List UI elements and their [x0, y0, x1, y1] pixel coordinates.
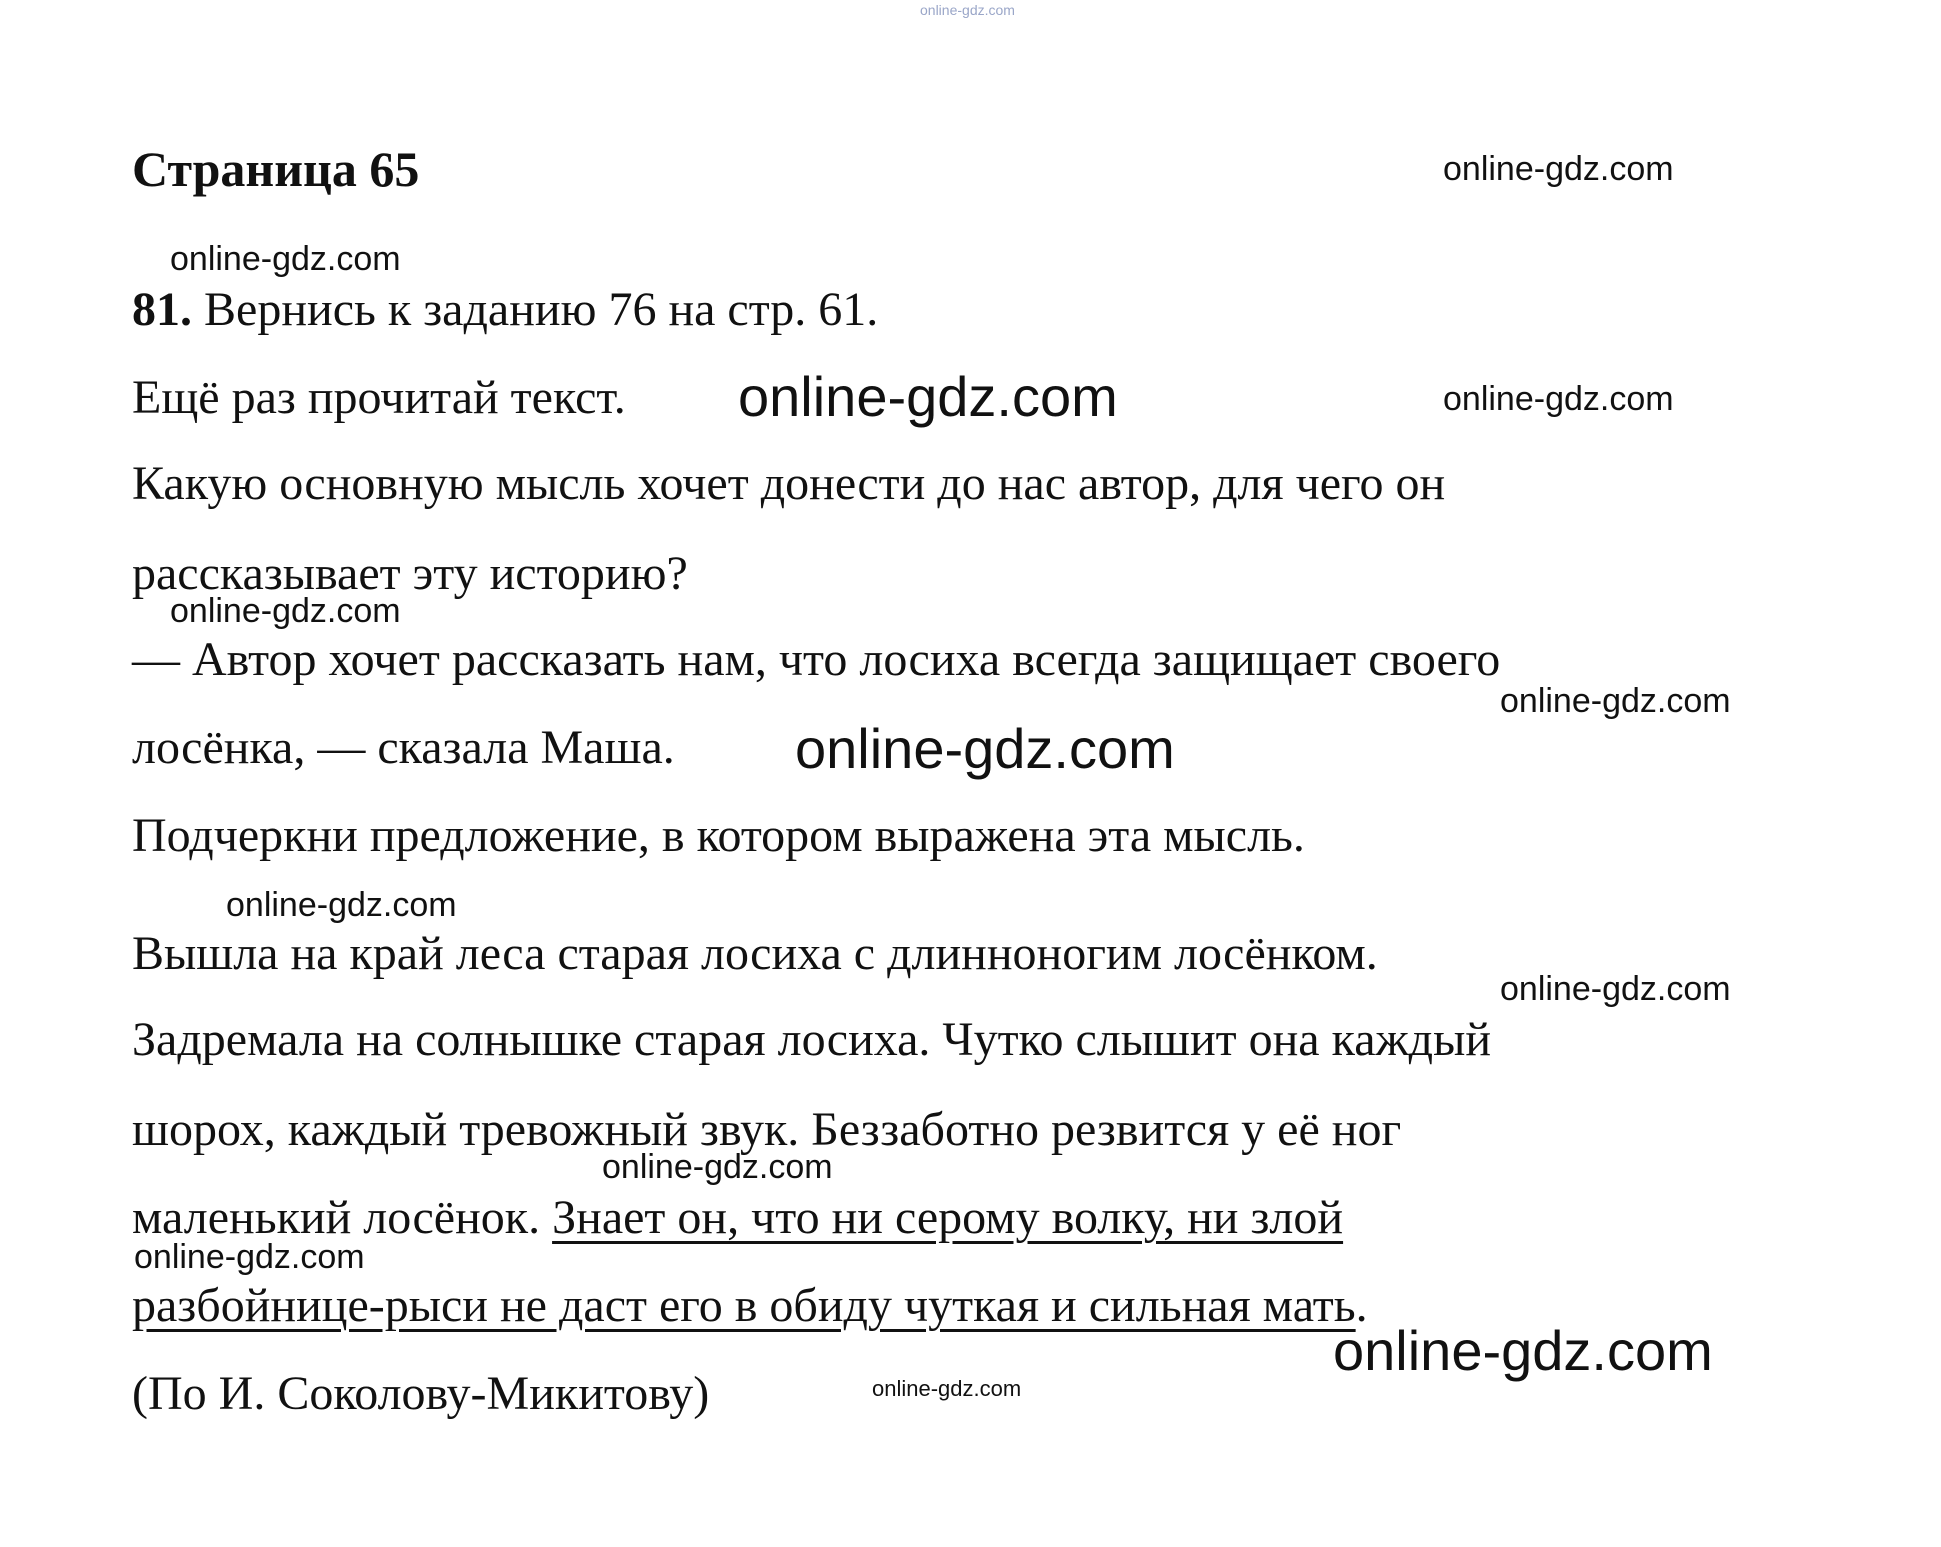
watermark-1: online-gdz.com: [1443, 150, 1674, 188]
watermark-12: online-gdz.com: [1333, 1319, 1713, 1382]
question-line-1: Какую основную мысль хочет донести до нас автор, для чего он: [132, 457, 1446, 510]
answer-line-2: лосёнка, — сказала Маша.: [132, 721, 675, 774]
task-text: Вернись к заданию 76 на стр. 61.: [204, 283, 879, 336]
instruction-line: Подчеркни предложение, в котором выражена эта мысль.: [132, 809, 1305, 862]
watermark-11: online-gdz.com: [134, 1238, 365, 1276]
watermark-4: online-gdz.com: [1443, 380, 1674, 418]
watermark-2: online-gdz.com: [170, 240, 401, 278]
story-line-2: Задремала на солнышке старая лосиха. Чутко слышит она каждый: [132, 1013, 1492, 1066]
reread-line: Ещё раз прочитай текст.: [132, 371, 626, 424]
watermark-13: online-gdz.com: [872, 1376, 1022, 1401]
story-line-4: [132, 1191, 1344, 1244]
question-line-2: рассказывает эту историю?: [132, 547, 688, 600]
watermark-7: online-gdz.com: [795, 717, 1175, 780]
watermark-10: online-gdz.com: [602, 1148, 833, 1186]
watermark-8: online-gdz.com: [226, 886, 457, 924]
attribution: (По И. Соколову-Микитову): [132, 1367, 710, 1420]
story-line-5-end: .: [1355, 1279, 1368, 1332]
story-line-3: шорох, каждый тревожный звук. Беззаботно резвится у её ног: [132, 1103, 1402, 1156]
story-line-4-plain: маленький лосёнок.: [132, 1191, 541, 1244]
story-line-5: [132, 1279, 1368, 1332]
story-line-1: Вышла на край леса старая лосиха с длинноногим лосёнком.: [132, 927, 1378, 980]
underlined-sentence-part-1: Знает он, что ни серому волку, ни злой: [552, 1191, 1344, 1244]
watermark-top: online-gdz.com: [920, 2, 1015, 18]
watermark-3: online-gdz.com: [738, 365, 1118, 428]
task-number: 81.: [132, 283, 192, 336]
underlined-sentence-part-2: разбойнице-рыси не даст его в обиду чуткая и сильная мать: [132, 1279, 1356, 1332]
watermark-6: online-gdz.com: [1500, 682, 1731, 720]
answer-line-1: — Автор хочет рассказать нам, что лосиха всегда защищает своего: [132, 633, 1501, 686]
watermark-9: online-gdz.com: [1500, 970, 1731, 1008]
task-line: [132, 283, 879, 336]
watermark-5: online-gdz.com: [170, 592, 401, 630]
page-heading: Страница 65: [132, 141, 420, 197]
